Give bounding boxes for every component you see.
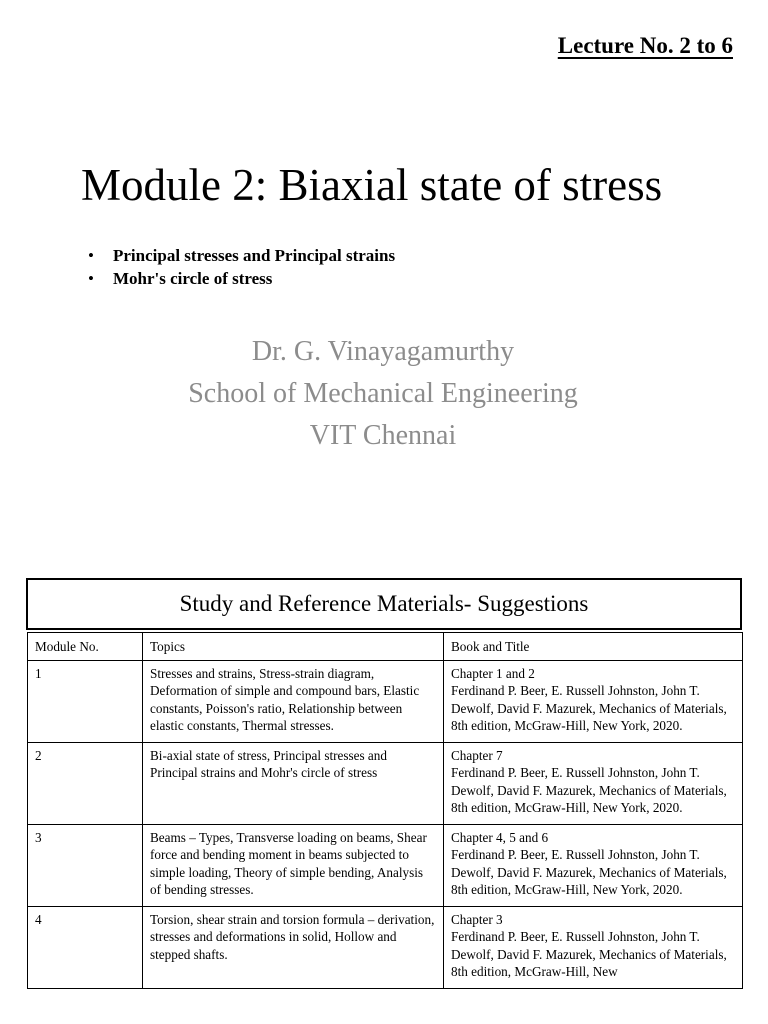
module-title: Module 2: Biaxial state of stress [81,160,663,210]
book-reference-text: Ferdinand P. Beer, E. Russell Johnston, John T. Dewolf, David F. Mazurek, Mechanics of Materials, 8th edition, McGraw-Hill, New [451,929,727,979]
lecture-number: Lecture No. 2 to 6 [557,33,733,58]
bullet-text: Principal stresses and Principal strains [113,246,396,265]
table-header-row [28,633,743,661]
topics-cell: Torsion, shear strain and torsion formula – derivation, stresses and deformations in solid, Hollow and stepped shafts. [143,906,444,988]
author-institute: VIT Chennai [309,420,457,451]
bullet-icon: • [88,269,94,288]
book-cell [444,742,743,824]
bullet-icon: • [88,246,94,265]
topics-cell: Beams – Types, Transverse loading on beams, Shear force and bending moment in beams subjected to simple loading, Theory of simple bending, Analysis of bending stresses. [143,824,444,906]
list-item [88,267,395,290]
chapter-text: Chapter 7 [451,747,503,763]
module-number-cell: 4 [28,906,143,988]
author-school: School of Mechanical Engineering [188,378,578,409]
module-number-cell: 3 [28,824,143,906]
list-item [88,244,395,267]
column-header-book: Book and Title [444,633,743,661]
table-row [28,660,743,742]
table-row [28,824,743,906]
chapter-text: Chapter 3 [451,911,503,927]
author-block [0,331,766,457]
topic-bullet-list [88,244,395,290]
column-header-topics: Topics [143,633,444,661]
topics-cell: Bi-axial state of stress, Principal stresses and Principal strains and Mohr's circle of stress [143,742,444,824]
book-reference-text: Ferdinand P. Beer, E. Russell Johnston, John T. Dewolf, David F. Mazurek, Mechanics of Materials, 8th edition, McGraw-Hill, New York, 2020. [451,847,727,897]
author-name: Dr. G. Vinayagamurthy [251,336,515,367]
book-cell [444,660,743,742]
book-reference-text: Ferdinand P. Beer, E. Russell Johnston, John T. Dewolf, David F. Mazurek, Mechanics of Materials, 8th edition, McGraw-Hill, New York, 2020. [451,683,727,733]
module-number-cell: 1 [28,660,143,742]
chapter-text: Chapter 4, 5 and 6 [451,829,549,845]
book-cell [444,824,743,906]
module-number-cell: 2 [28,742,143,824]
table-row [28,906,743,988]
column-header-module: Module No. [28,633,143,661]
topics-cell: Stresses and strains, Stress-strain diagram, Deformation of simple and compound bars, Elastic constants, Poisson's ratio, Relationship between elastic constants, Thermal stresses. [143,660,444,742]
table-row [28,742,743,824]
chapter-text: Chapter 1 and 2 [451,665,535,681]
book-reference-text: Ferdinand P. Beer, E. Russell Johnston, John T. Dewolf, David F. Mazurek, Mechanics of Materials, 8th edition, McGraw-Hill, New York, 2020. [451,765,727,815]
book-cell [444,906,743,988]
bullet-text: Mohr's circle of stress [113,269,273,288]
reference-table [27,632,743,989]
study-materials-heading: Study and Reference Materials- Suggestions [26,578,742,630]
